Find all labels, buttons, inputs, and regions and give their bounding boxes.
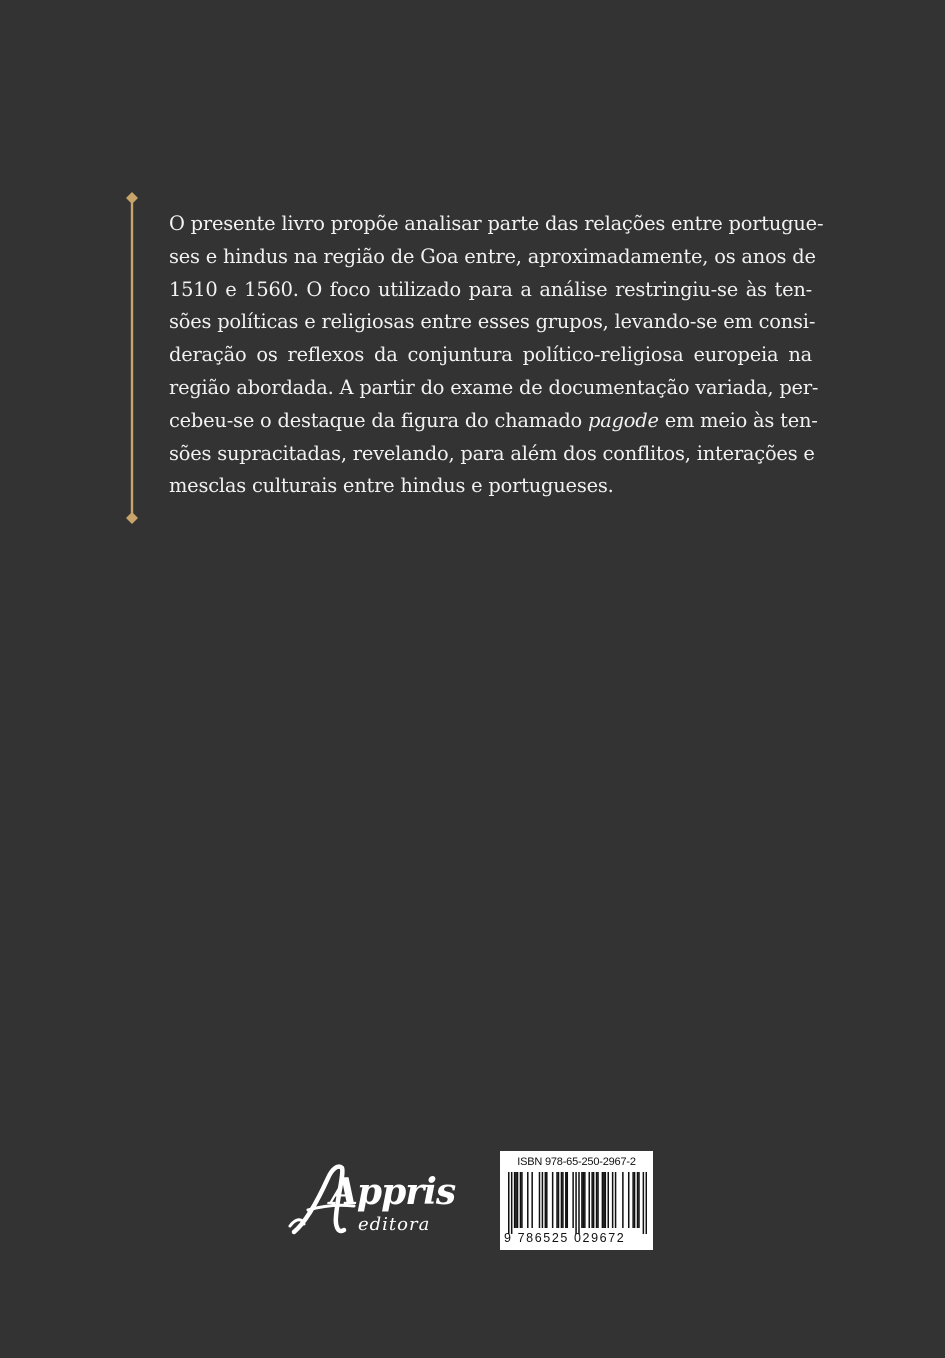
synopsis-line: ses e hindus na região de Goa entre, aproximadamente, os anos de [169, 244, 816, 268]
barcode-bar [622, 1172, 624, 1228]
barcode-bar [578, 1172, 580, 1234]
barcode-bar [638, 1172, 640, 1228]
gold-divider-ornament [123, 192, 141, 524]
synopsis-fragment: cebeu-se o destaque da figura do chamado [169, 408, 588, 432]
synopsis-line: deração os reflexos da conjuntura político-religiosa europeia na [169, 343, 812, 367]
barcode-bar [597, 1172, 599, 1228]
barcode-bar [581, 1172, 583, 1228]
synopsis-line: O presente livro propõe analisar parte das relações entre portugue- [169, 212, 824, 235]
barcode-bar [520, 1172, 522, 1228]
synopsis-line: 1510 e 1560. O foco utilizado para a análise restringiu-se às ten- [169, 277, 812, 301]
isbn-digits: 9 786525 029672 [504, 1231, 626, 1245]
synopsis-line: mesclas culturais entre hindus e portugueses. [169, 474, 614, 498]
barcode-bar [539, 1172, 541, 1228]
barcode-bar [562, 1172, 564, 1228]
barcode-bar [572, 1172, 574, 1228]
barcode-bar [514, 1172, 516, 1228]
synopsis-line [169, 405, 818, 438]
barcode-bar [521, 1172, 523, 1228]
barcode-bar [556, 1172, 558, 1228]
barcode-bar [605, 1172, 607, 1228]
synopsis-italic-term: pagode [588, 408, 659, 432]
synopsis-text [169, 208, 824, 503]
barcode-bar [607, 1172, 609, 1228]
barcode-bar [591, 1172, 593, 1228]
logo-wordmark: Appris [330, 1171, 456, 1213]
barcode-bar [575, 1172, 577, 1234]
barcode-bar [583, 1172, 585, 1228]
barcode-bar [508, 1172, 510, 1234]
barcode-bar [634, 1172, 636, 1228]
barcode-bar [546, 1172, 548, 1228]
barcode-bar [558, 1172, 560, 1228]
barcode-bar [584, 1172, 586, 1228]
barcode-bar [511, 1172, 513, 1234]
synopsis-line: região abordada. A partir do exame de documentação variada, per- [169, 375, 819, 399]
barcode-bar [565, 1172, 567, 1228]
synopsis-fragment: em meio às ten- [658, 408, 818, 432]
barcode-bar [517, 1172, 519, 1228]
barcode-bar [612, 1172, 614, 1228]
logo-subtitle: editora [358, 1214, 431, 1235]
synopsis-line: sões supracitadas, revelando, para além dos conflitos, interações e [169, 441, 815, 465]
appris-editora-logo [288, 1160, 463, 1242]
barcode-bar [552, 1172, 554, 1228]
barcode-bar [632, 1172, 634, 1228]
barcode-bar [515, 1172, 517, 1228]
isbn-label: ISBN 978-65-250-2967-2 [517, 1156, 636, 1168]
synopsis-line: sões políticas e religiosas entre esses grupos, levando-se em consi- [169, 310, 816, 334]
barcode-bar [646, 1172, 647, 1234]
barcode-bar [603, 1172, 605, 1228]
barcode-bar [588, 1172, 590, 1228]
barcode-bar [593, 1172, 595, 1228]
barcode-bar [602, 1172, 604, 1228]
barcode-bar [643, 1172, 645, 1234]
barcode-bar [637, 1172, 639, 1228]
barcode-bar [596, 1172, 598, 1228]
barcode-bar [628, 1172, 630, 1228]
barcode-bar [527, 1172, 529, 1228]
barcode-bar [545, 1172, 547, 1228]
isbn-barcode-box [500, 1151, 653, 1250]
barcode-bar [542, 1172, 544, 1228]
barcode-bar [615, 1172, 617, 1228]
barcode-bar [561, 1172, 563, 1228]
barcode-icon [508, 1172, 647, 1234]
barcode-bar [567, 1172, 569, 1228]
barcode-bar [531, 1172, 533, 1228]
